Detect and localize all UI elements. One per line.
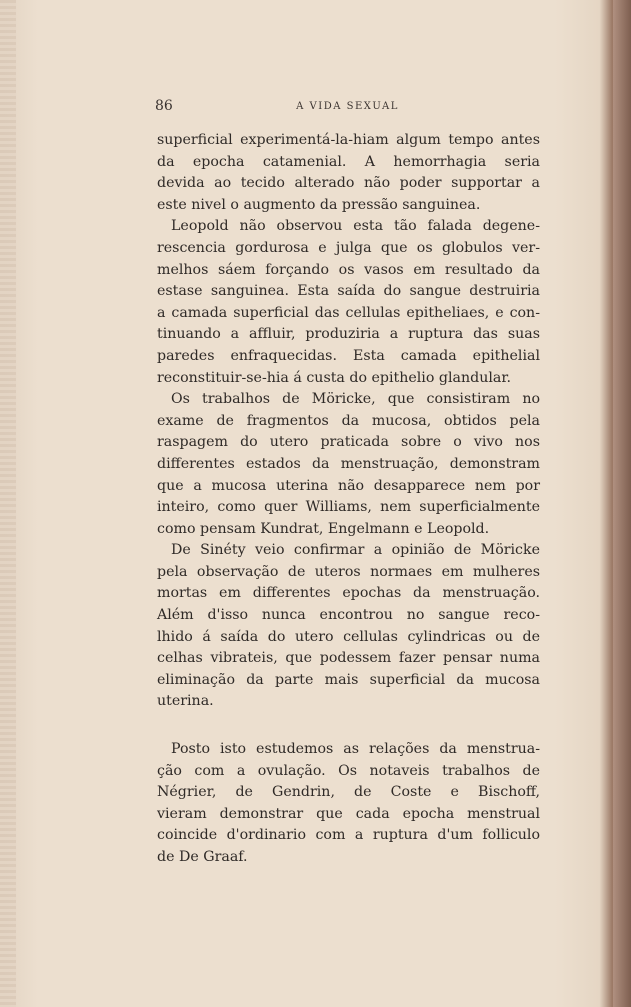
text-line: raspagem do utero praticada sobre o vivo nos bbox=[157, 434, 540, 451]
text-line: devida ao tecido alterado não poder supportar a bbox=[157, 175, 540, 192]
text-line: rescencia gordurosa e julga que os globulos ver- bbox=[157, 239, 540, 256]
text-line: da epocha catamenial. A hemorrhagia seria bbox=[157, 153, 540, 170]
text-line: paredes enfraquecidas. Esta camada epithelial bbox=[157, 347, 540, 364]
text-line: como pensam Kundrat, Engelmann e Leopold. bbox=[157, 520, 490, 537]
text-line: Os trabalhos de Möricke, que consistiram no bbox=[171, 391, 540, 408]
section-gap bbox=[157, 713, 540, 739]
text-line: tinuando a affluir, produziria a ruptura das suas bbox=[157, 326, 540, 343]
text-line: eliminação da parte mais superficial da mucosa bbox=[157, 671, 540, 688]
text-line: a camada superficial das cellulas epitheliaes, e con- bbox=[157, 304, 540, 321]
text-line: de De Graaf. bbox=[157, 849, 248, 865]
text-line: celhas vibrateis, que podessem fazer pensar numa bbox=[157, 650, 540, 667]
text-line: Leopold não observou esta tão falada degene- bbox=[171, 218, 540, 235]
text-line: superficial experimentá-la-hiam algum tempo antes bbox=[157, 132, 540, 148]
running-title: A VIDA SEXUAL bbox=[296, 101, 399, 112]
text-line: coincide d'ordinario com a ruptura d'um folliculo bbox=[157, 827, 540, 844]
text-line: inteiro, como quer Williams, nem superficialmente bbox=[157, 499, 540, 516]
paragraph-5 bbox=[157, 739, 540, 869]
paragraph-1 bbox=[157, 130, 540, 216]
text-line: este nivel o augmento da pressão sanguinea. bbox=[157, 196, 481, 213]
text-line: lhido á saída do utero cellulas cylindricas ou de bbox=[157, 628, 540, 645]
cover-edge bbox=[613, 0, 631, 1007]
text-line: De Sinéty veio confirmar a opinião de Möricke bbox=[171, 542, 540, 559]
text-line: Posto isto estudemos as relações da menstrua- bbox=[171, 741, 540, 758]
text-line: estase sanguinea. Esta saída do sangue destruiria bbox=[157, 283, 540, 300]
page-number: 86 bbox=[155, 98, 173, 114]
text-line: Négrier, de Gendrin, de Coste e Bischoff, bbox=[157, 784, 540, 801]
page-header bbox=[155, 98, 540, 116]
text-line: ção com a ovulação. Os notaveis trabalhos de bbox=[157, 762, 540, 779]
paragraph-2 bbox=[157, 216, 540, 389]
paragraph-3 bbox=[157, 389, 540, 540]
paragraph-4 bbox=[157, 540, 540, 713]
text-line: melhos sáem forçando os vasos em resultado da bbox=[157, 261, 540, 278]
text-line: que a mucosa uterina não desapparece nem por bbox=[157, 477, 540, 494]
binding-edge bbox=[0, 0, 16, 1007]
text-line: reconstituir-se-hia á custa do epithelio glandular. bbox=[157, 369, 512, 386]
text-line: vieram demonstrar que cada epocha menstrual bbox=[157, 805, 540, 822]
text-line: mortas em differentes epochas da menstruação. bbox=[157, 585, 540, 602]
text-line: exame de fragmentos da mucosa, obtidos pela bbox=[157, 412, 540, 429]
text-line: Além d'isso nunca encontrou no sangue reco- bbox=[157, 607, 540, 624]
text-line: uterina. bbox=[157, 693, 214, 710]
text-line: differentes estados da menstruação, demonstram bbox=[157, 455, 540, 472]
body-text bbox=[157, 130, 540, 869]
text-line: pela observação de uteros normaes em mulheres bbox=[157, 563, 540, 580]
